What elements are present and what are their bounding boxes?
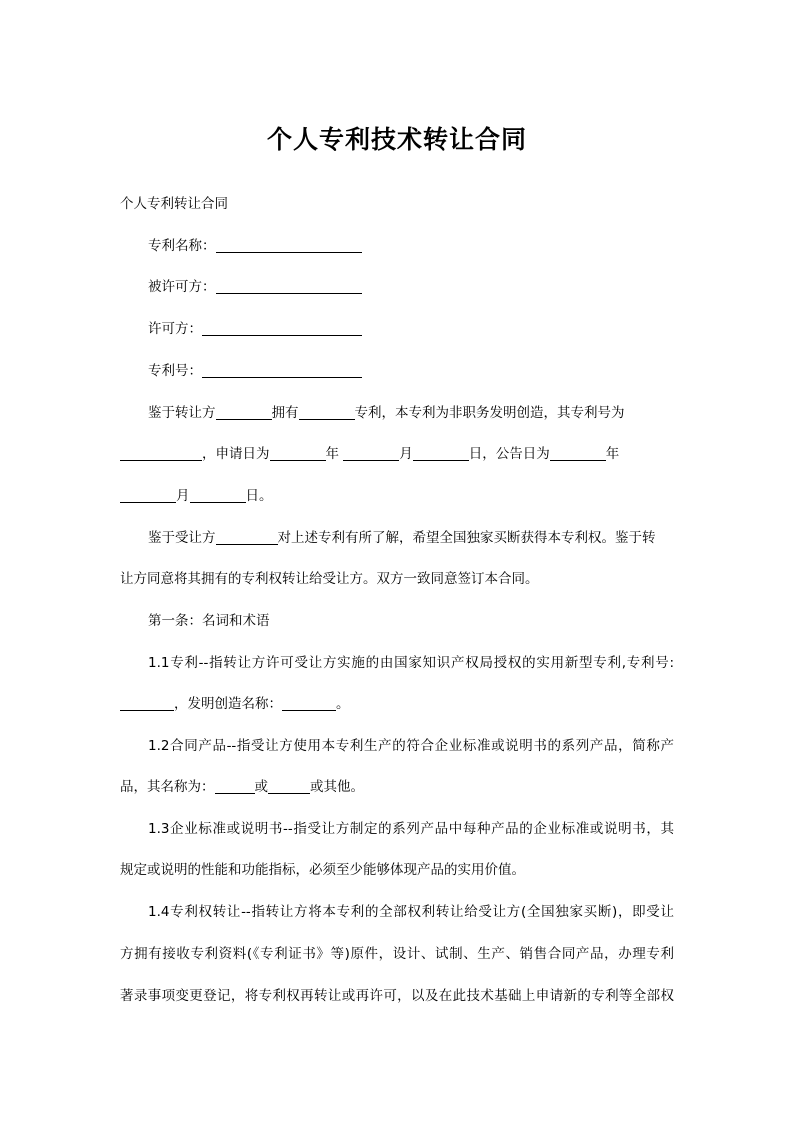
- recital-paragraph-1-line-1: [148, 403, 625, 423]
- text-run: ，申请日为: [202, 446, 270, 462]
- blank-line: [270, 445, 326, 461]
- text-run: 或: [254, 779, 268, 795]
- clause-1-4-line-2: 方拥有接收专利资料(《专利证书》等)原件，设计、试制、生产、销售合同产品，办理专利: [120, 946, 674, 962]
- text-run: ，发明创造名称：: [174, 696, 282, 712]
- text-run: 鉴于转让方: [148, 405, 216, 421]
- recital-paragraph-1-line-3: [120, 486, 273, 506]
- text-run: 。: [336, 696, 350, 712]
- text-run: 鉴于受让方: [148, 530, 216, 546]
- blank-line: [215, 778, 255, 794]
- clause-1-1-line-2: [120, 694, 350, 714]
- blank-line: [282, 695, 336, 711]
- blank-line: [120, 695, 174, 711]
- text-run: 拥有: [271, 405, 299, 421]
- text-run: 年: [605, 446, 620, 462]
- field-label: 专利名称：: [148, 238, 216, 254]
- text-run: 或其他。: [310, 779, 364, 795]
- recital-paragraph-2-line-2: 让方同意将其拥有的专利权转让给受让方。双方一致同意签订本合同。: [120, 571, 539, 587]
- blank-line: [202, 320, 362, 336]
- blank-line: [216, 237, 362, 253]
- clause-1-3-line-2: 规定或说明的性能和功能指标，必须至少能够体现产品的实用价值。: [120, 862, 525, 878]
- text-run: 月: [399, 446, 413, 462]
- blank-line: [190, 487, 246, 503]
- field-label: 许可方：: [148, 321, 202, 337]
- clause-1-3-line-1: 1.3企业标准或说明书--指受让方制定的系列产品中每种产品的企业标准或说明书，其: [148, 821, 674, 837]
- field-patent-name: [148, 236, 362, 256]
- text-run: 日，公告日为: [468, 446, 550, 462]
- clause-1-4-line-3: 著录事项变更登记，将专利权再转让或再许可，以及在此技术基础上申请新的专利等全部权: [120, 988, 674, 1004]
- article-1-heading: 第一条：名词和术语: [148, 613, 270, 629]
- clause-1-2-line-1: 1.2合同产品--指受让方使用本专利生产的符合企业标准或说明书的系列产品，简称产: [148, 738, 674, 754]
- field-licensor: [148, 319, 362, 339]
- field-label: 被许可方：: [148, 279, 216, 295]
- blank-line: [216, 529, 278, 545]
- text-run: 年: [325, 446, 339, 462]
- blank-line: [268, 778, 310, 794]
- field-label: 专利号：: [148, 363, 202, 379]
- blank-line: [343, 445, 399, 461]
- document-subtitle: 个人专利转让合同: [120, 196, 228, 212]
- clause-1-1-line-1: 1.1专利--指转让方许可受让方实施的由国家知识产权局授权的实用新型专利,专利号:: [148, 655, 674, 671]
- blank-line: [413, 445, 469, 461]
- clause-1-4-line-1: 1.4专利权转让--指转让方将本专利的全部权利转让给受让方(全国独家买断)，即受让: [148, 904, 674, 920]
- blank-line: [120, 445, 202, 461]
- text-run: 品，其名称为：: [120, 779, 215, 795]
- blank-line: [299, 404, 355, 420]
- blank-line: [202, 362, 362, 378]
- blank-line: [550, 445, 606, 461]
- text-run: 月: [176, 488, 190, 504]
- recital-paragraph-1-line-2: [120, 444, 619, 464]
- field-patent-number: [148, 361, 362, 381]
- clause-1-2-line-2: [120, 777, 364, 797]
- text-run: 专利，本专利为非职务发明创造，其专利号为: [354, 405, 625, 421]
- document-title: 个人专利技术转让合同: [266, 125, 527, 154]
- blank-line: [216, 404, 272, 420]
- field-licensee: [148, 277, 362, 297]
- text-run: 对上述专利有所了解，希望全国独家买断获得本专利权。鉴于转: [277, 530, 656, 546]
- blank-line: [120, 487, 176, 503]
- blank-line: [216, 278, 362, 294]
- text-run: 日。: [245, 488, 273, 504]
- recital-paragraph-2-line-1: [148, 528, 656, 548]
